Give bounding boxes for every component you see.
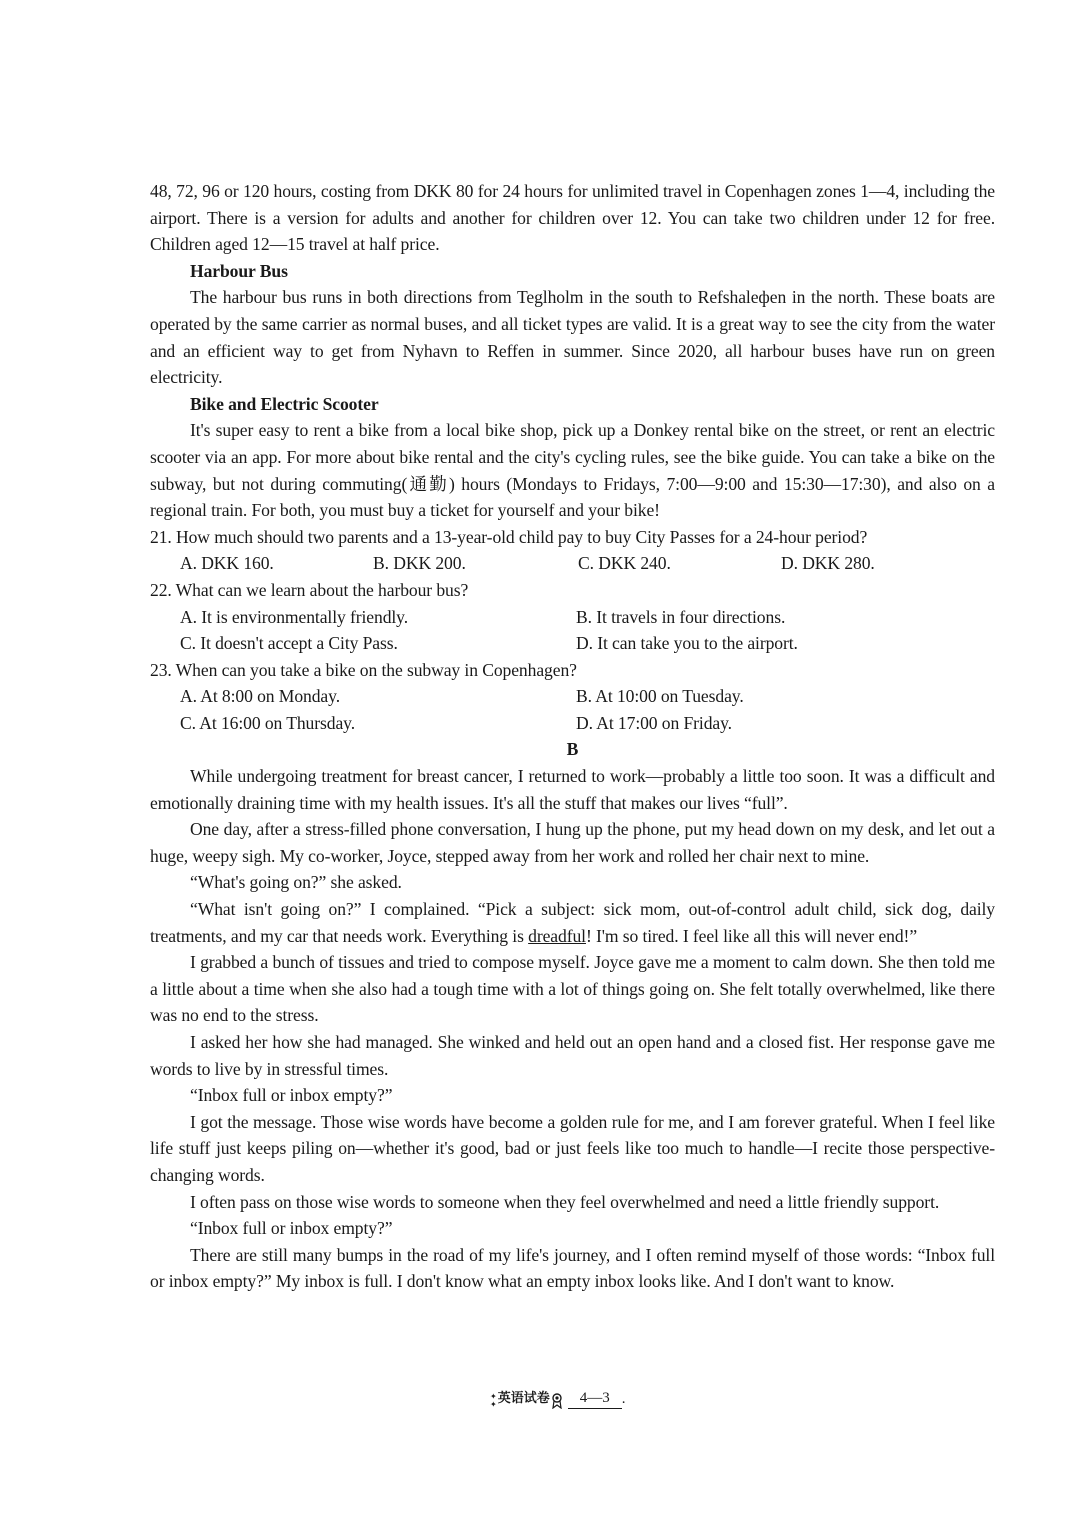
option-d[interactable]: D. It can take you to the airport. xyxy=(576,633,798,654)
stars-icon: ✦ ✦ xyxy=(490,1392,497,1409)
paragraph: One day, after a stress-filled phone conversation, I hung up the phone, put my head down on my desk, and let out a huge, weepy sigh. My co-worker, Joyce, stepped away from her work and rolled her chair next to mine. xyxy=(150,819,995,866)
paragraph: While undergoing treatment for breast cancer, I returned to work—probably a little too soon. It was a difficult and emotionally draining time with my health issues. It's all the stuff that makes our lives “full”. xyxy=(150,766,995,813)
question-22 xyxy=(150,577,995,657)
paragraph: “Inbox full or inbox empty?” xyxy=(190,1218,393,1239)
option-b[interactable]: B. DKK 200. xyxy=(373,553,466,574)
medal-icon xyxy=(551,1393,563,1409)
question-23 xyxy=(150,657,995,737)
paragraph: “What's going on?” she asked. xyxy=(190,872,402,893)
footer-dot: . xyxy=(621,1391,626,1407)
question-options xyxy=(150,604,995,657)
option-b[interactable]: B. At 10:00 on Tuesday. xyxy=(576,686,744,707)
text-run: “What isn't going on?” I complained. “Pick a subject: sick mom, out-of-control adult child, sick dog, daily treatments, and my car that needs work. Everything is xyxy=(150,899,995,946)
page-footer xyxy=(490,1388,650,1409)
question-options xyxy=(150,550,995,577)
harbour-bus-heading: Harbour Bus xyxy=(190,260,288,281)
option-a[interactable]: A. It is environmentally friendly. xyxy=(180,606,409,627)
option-a[interactable]: A. At 8:00 on Monday. xyxy=(180,686,340,707)
passage-a xyxy=(150,178,995,524)
passage-b-label: B xyxy=(566,739,579,760)
question-options xyxy=(150,683,995,736)
option-c[interactable]: C. It doesn't accept a City Pass. xyxy=(180,633,398,654)
paragraph xyxy=(150,896,995,949)
paragraph: There are still many bumps in the road of my life's journey, and I often remind myself of those words: “Inbox full or inbox empty?” My inbox is full. I don't know what an empty inbox looks like. And I don't want to know. xyxy=(150,1244,995,1292)
option-d[interactable]: D. At 17:00 on Friday. xyxy=(576,712,732,733)
question-21 xyxy=(150,524,995,577)
paragraph: “Inbox full or inbox empty?” xyxy=(190,1085,393,1106)
bike-heading: Bike and Electric Scooter xyxy=(190,393,379,414)
paragraph: I asked her how she had managed. She winked and held out an open hand and a closed fist. Her response gave me words to live by in stressful times. xyxy=(150,1032,995,1079)
questions xyxy=(150,524,995,737)
question-stem: 23. When can you take a bike on the subway in Copenhagen? xyxy=(150,659,577,680)
text-run: ! I'm so tired. I feel like all this will never end!” xyxy=(585,925,918,946)
passage-a-intro: 48, 72, 96 or 120 hours, costing from DKK 80 for 24 hours for unlimited travel in Copenhagen zones 1—4, including the airport. There is a version for adults and another for children over 12. You can take two children under 12 for free. Children aged 12—15 travel at half price. xyxy=(150,181,995,255)
passage-b xyxy=(150,736,995,1294)
option-d[interactable]: D. DKK 280. xyxy=(781,553,875,574)
paragraph: I got the message. Those wise words have become a golden rule for me, and I am forever grateful. When I feel like life stuff just keeps piling on—whether it's good, bad or just feels like too much to handle—I recite those perspective-changing words. xyxy=(150,1111,995,1185)
option-b[interactable]: B. It travels in four directions. xyxy=(576,606,786,627)
bike-text: It's super easy to rent a bike from a local bike shop, pick up a Donkey rental bike on the street, or rent an electric scooter via an app. For more about bike rental and the city's cycling rules, see the bike guide. You can take a bike on the subway, but not during commuting(通勤) hours (Mondays to Fridays, 7:00—9:00 and 15:30—17:30), and also on a regional train. For both, you must buy a ticket for yourself and your bike! xyxy=(150,420,995,521)
underlined-word: dreadful xyxy=(528,925,586,946)
footer-label: 英语试卷 xyxy=(497,1391,550,1406)
question-stem: 22. What can we learn about the harbour bus? xyxy=(150,579,469,600)
option-a[interactable]: A. DKK 160. xyxy=(180,553,274,574)
option-c[interactable]: C. DKK 240. xyxy=(578,553,671,574)
harbour-bus-text: The harbour bus runs in both directions from Teglholm in the south to Refshaleфen in the north. These boats are operated by the same carrier as normal buses, and all ticket types are valid. It is a great way to see the city from the water and an efficient way to get from Nyhavn to Reffen in summer. Since 2020, all harbour buses have run on green electricity. xyxy=(150,287,995,388)
question-stem: 21. How much should two parents and a 13-year-old child pay to buy City Passes for a 24-hour period? xyxy=(150,526,868,547)
option-c[interactable]: C. At 16:00 on Thursday. xyxy=(180,712,356,733)
exam-page xyxy=(150,178,995,1295)
paragraph: I often pass on those wise words to someone when they feel overwhelmed and need a little friendly support. xyxy=(190,1191,940,1212)
page-number: 4—3 xyxy=(568,1388,622,1409)
paragraph: I grabbed a bunch of tissues and tried to compose myself. Joyce gave me a moment to calm down. She then told me a little about a time when she also had a tough time with a lot of things going on. She felt totally overwhelmed, like there was no end to the stress. xyxy=(150,952,995,1026)
